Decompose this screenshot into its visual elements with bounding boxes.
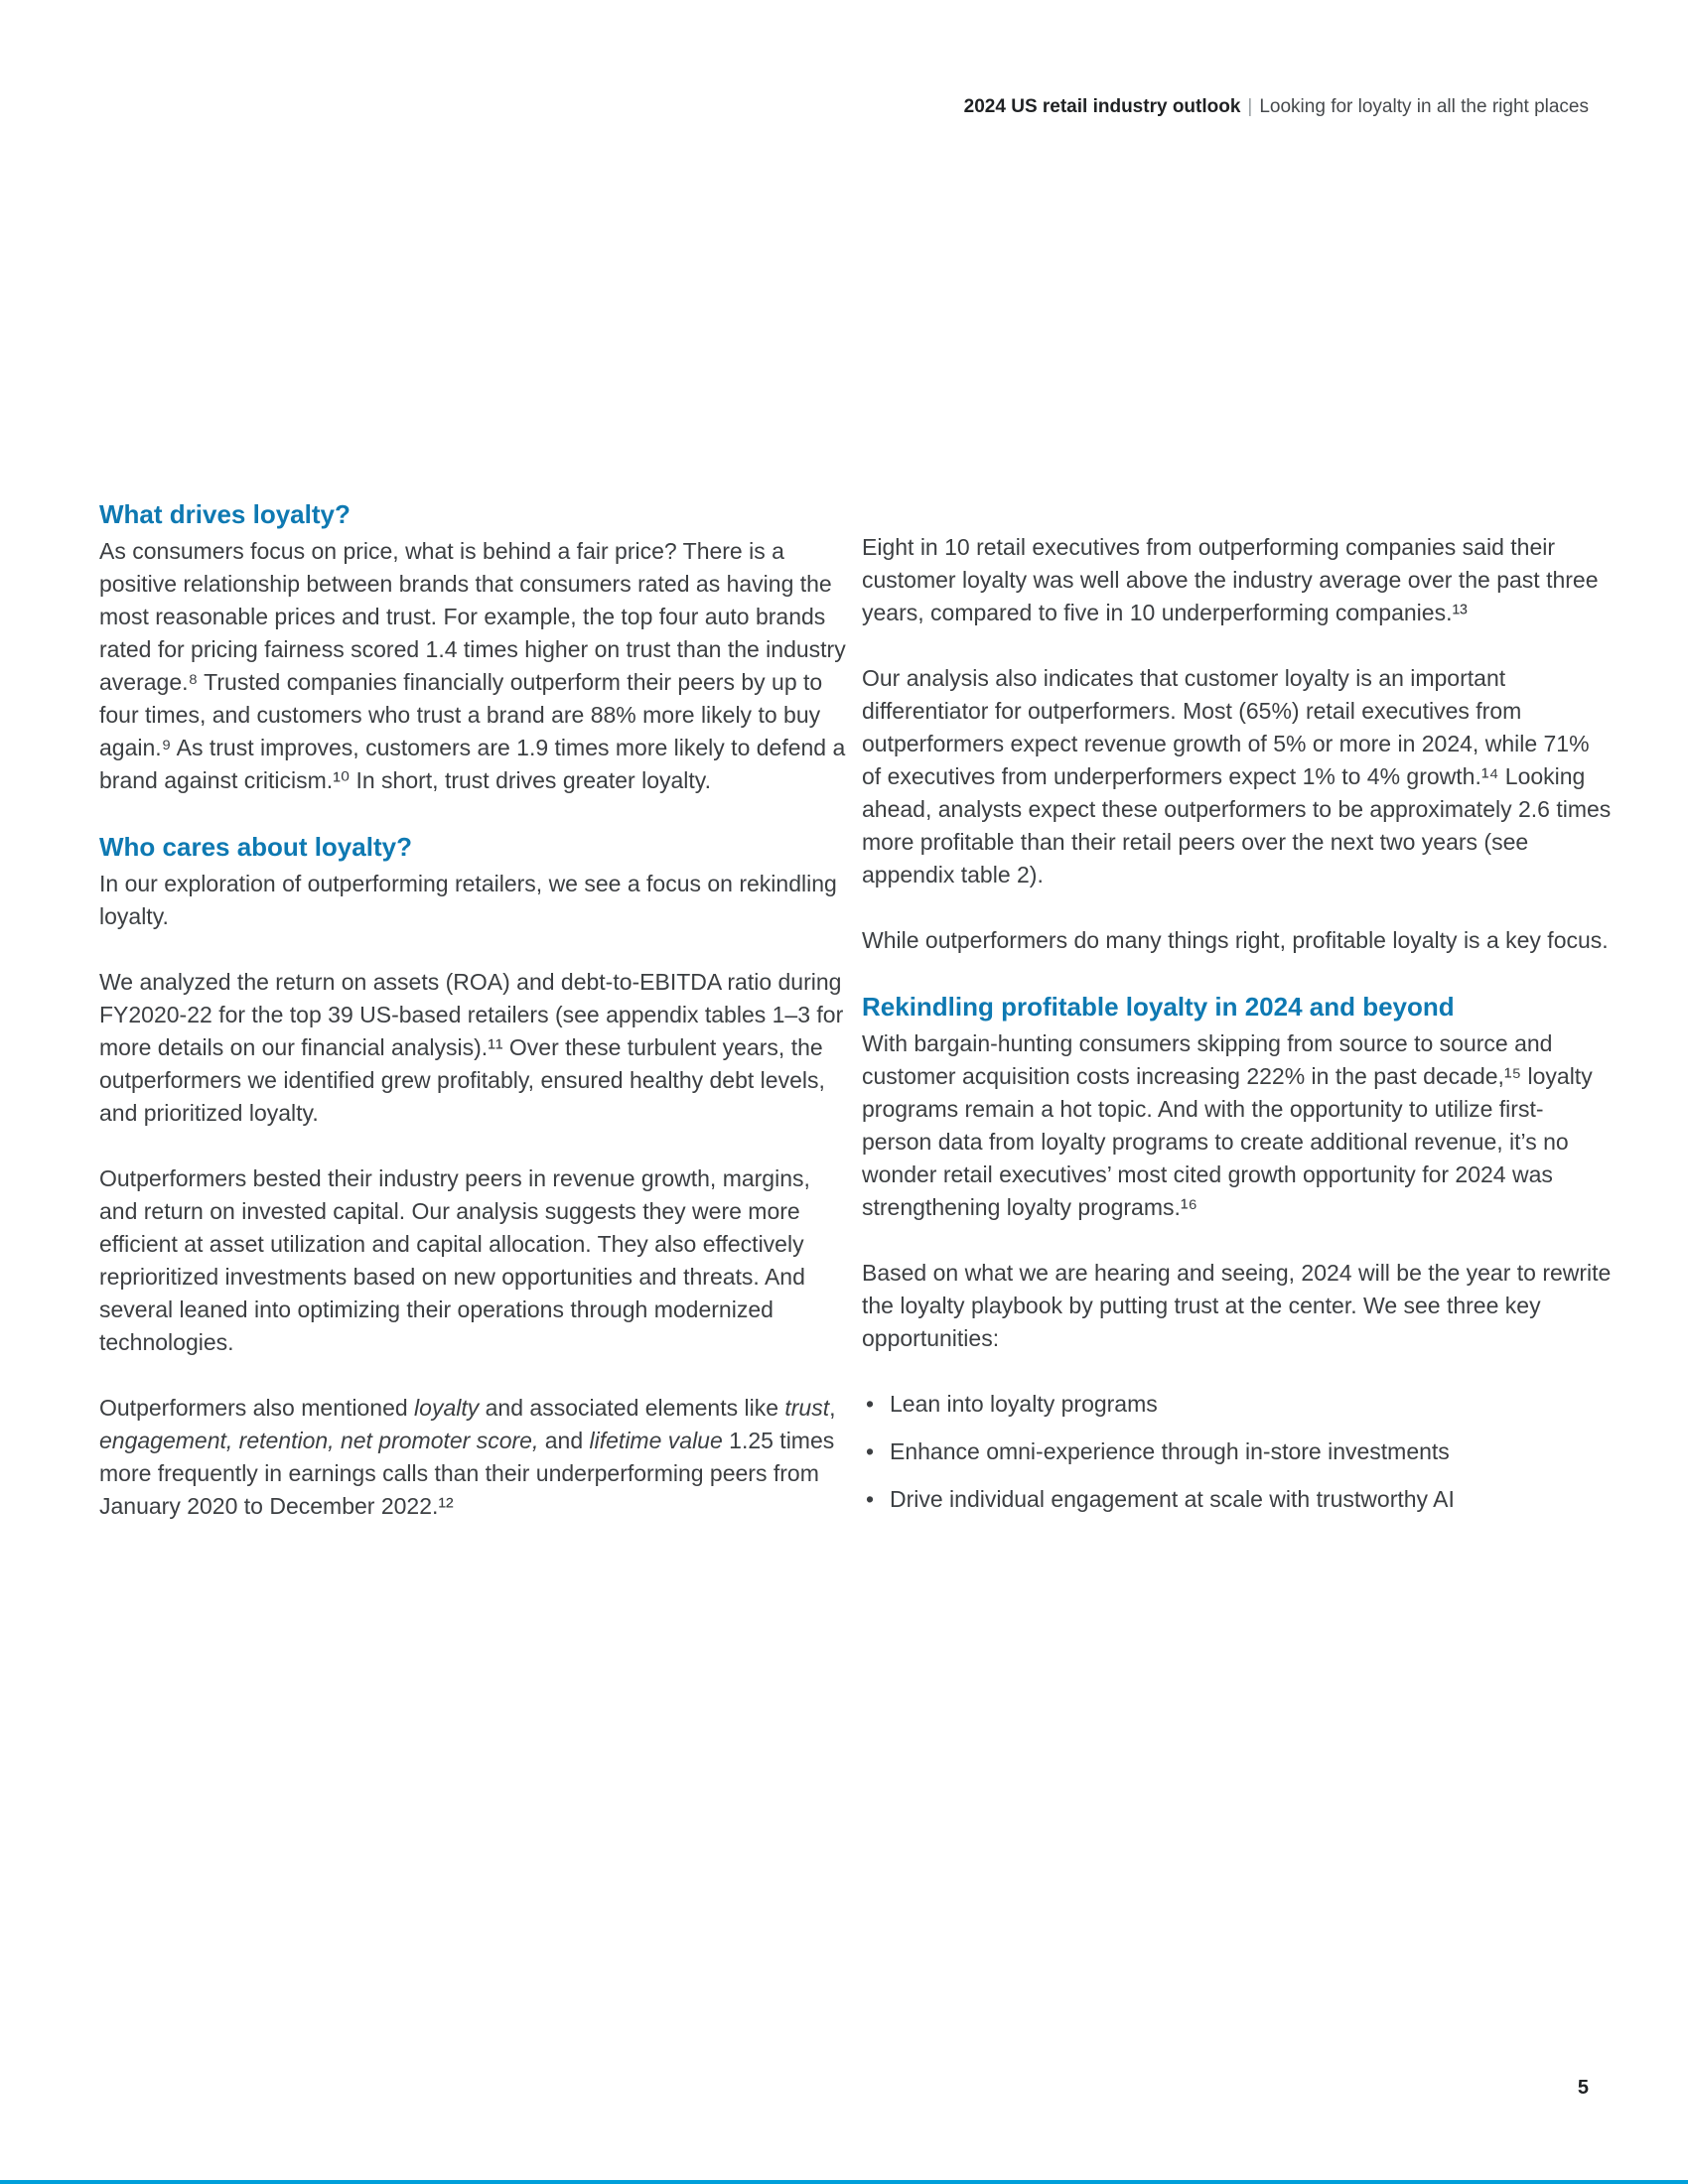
list-item-label: Lean into loyalty programs bbox=[890, 1391, 1158, 1417]
page-number: 5 bbox=[1577, 2077, 1589, 2099]
running-header-subtitle: Looking for loyalty in all the right places bbox=[1259, 96, 1589, 117]
text-segment: Outperformers also mentioned bbox=[99, 1395, 415, 1421]
running-header-title: 2024 US retail industry outlook bbox=[963, 96, 1241, 117]
italic-term-lifetime-value: lifetime value bbox=[589, 1428, 723, 1453]
paragraph-exploration: In our exploration of outperforming retailers, we see a focus on rekindling loyalty. bbox=[99, 871, 837, 929]
list-item-label: Enhance omni-experience through in-store investments bbox=[890, 1438, 1450, 1464]
left-column bbox=[99, 497, 850, 1523]
paragraph-profitable-loyalty-focus: While outperformers do many things right, profitable loyalty is a key focus. bbox=[862, 927, 1609, 953]
running-header-separator: | bbox=[1247, 96, 1253, 117]
italic-term-engagement-retention-nps: engagement, retention, net promoter score, bbox=[99, 1428, 539, 1453]
paragraph-bargain-hunting: With bargain-hunting consumers skipping from source to source and customer acquisition costs increasing 222% in the past decade,¹⁵ loyalty programs remain a hot topic. And with the opportunity to utilize first-person data from loyalty programs to create additional revenue, it’s no wonder retail executives’ most cited growth opportunity for 2024 was strengthening loyalty programs.¹⁶ bbox=[862, 1030, 1593, 1220]
paragraph-eight-in-ten: Eight in 10 retail executives from outperforming companies said their customer loyalty was well above the industry average over the past three years, compared to five in 10 underperforming companies.¹³ bbox=[862, 534, 1599, 625]
paragraph-loyalty-differentiator: Our analysis also indicates that customer loyalty is an important differentiator for outperformers. Most (65%) retail executives from outperformers expect revenue growth of 5% or more in 2024, while 71% of executives from underperformers expect 1% to 4% growth.¹⁴ Looking ahead, analysts expect these outperformers to be approximately 2.6 times more profitable than their retail peers over the next two years (see appendix table 2). bbox=[862, 665, 1612, 887]
key-opportunities-list bbox=[862, 1388, 1613, 1516]
section-heading-rekindling-loyalty: Rekindling profitable loyalty in 2024 and beyond bbox=[862, 992, 1455, 1022]
bullet-icon: • bbox=[866, 1391, 875, 1417]
paragraph-rewrite-playbook: Based on what we are hearing and seeing, 2024 will be the year to rewrite the loyalty playbook by putting trust at the center. We see three key opportunities: bbox=[862, 1260, 1612, 1351]
footer-accent-bar bbox=[0, 2180, 1688, 2184]
section-heading-what-drives-loyalty: What drives loyalty? bbox=[99, 499, 351, 529]
italic-term-loyalty: loyalty bbox=[414, 1395, 480, 1421]
text-segment: and bbox=[538, 1428, 590, 1453]
text-segment: , bbox=[829, 1395, 836, 1421]
section-heading-who-cares-about-loyalty: Who cares about loyalty? bbox=[99, 832, 412, 862]
paragraph-what-drives-loyalty: As consumers focus on price, what is behind a fair price? There is a positive relationship between brands that consumers rated as having the most reasonable prices and trust. For example, the top four auto brands rated for pricing fairness scored 1.4 times higher on trust than the industry average.⁸ Trusted companies financially outperform their peers by up to four times, and customers who trust a brand are 88% more likely to buy again.⁹ As trust improves, customers are 1.9 times more likely to defend a brand against criticism.¹⁰ In short, trust drives greater loyalty. bbox=[99, 538, 846, 793]
list-item bbox=[862, 1483, 1613, 1516]
bullet-icon: • bbox=[866, 1486, 875, 1512]
list-item bbox=[862, 1388, 1613, 1421]
text-segment: and associated elements like bbox=[479, 1395, 785, 1421]
paragraph-outperformers-bested: Outperformers bested their industry peers in revenue growth, margins, and return on invested capital. Our analysis suggests they were more efficient at asset utilization and capital allocation. They also effectively reprioritized investments based on new opportunities and threats. And several leaned into optimizing their operations through modernized technologies. bbox=[99, 1165, 810, 1355]
paragraph-roa-analysis: We analyzed the return on assets (ROA) and debt-to-EBITDA ratio during FY2020-22 for the top 39 US-based retailers (see appendix tables 1–3 for more details on our financial analysis).¹¹ Over these turbulent years, the outperformers we identified grew profitably, ensured healthy debt levels, and prioritized loyalty. bbox=[99, 969, 844, 1126]
list-item bbox=[862, 1435, 1613, 1468]
right-column bbox=[862, 531, 1613, 1531]
list-item-label: Drive individual engagement at scale with trustworthy AI bbox=[890, 1486, 1455, 1512]
running-header bbox=[964, 95, 1589, 119]
bullet-icon: • bbox=[866, 1438, 875, 1464]
italic-term-trust: trust bbox=[784, 1395, 830, 1421]
text-segment: 1.25 times more frequently in earnings calls than their underperforming peers from January 2020 to December 2022.¹² bbox=[99, 1428, 835, 1519]
paragraph-loyalty-mentions bbox=[99, 1392, 850, 1523]
